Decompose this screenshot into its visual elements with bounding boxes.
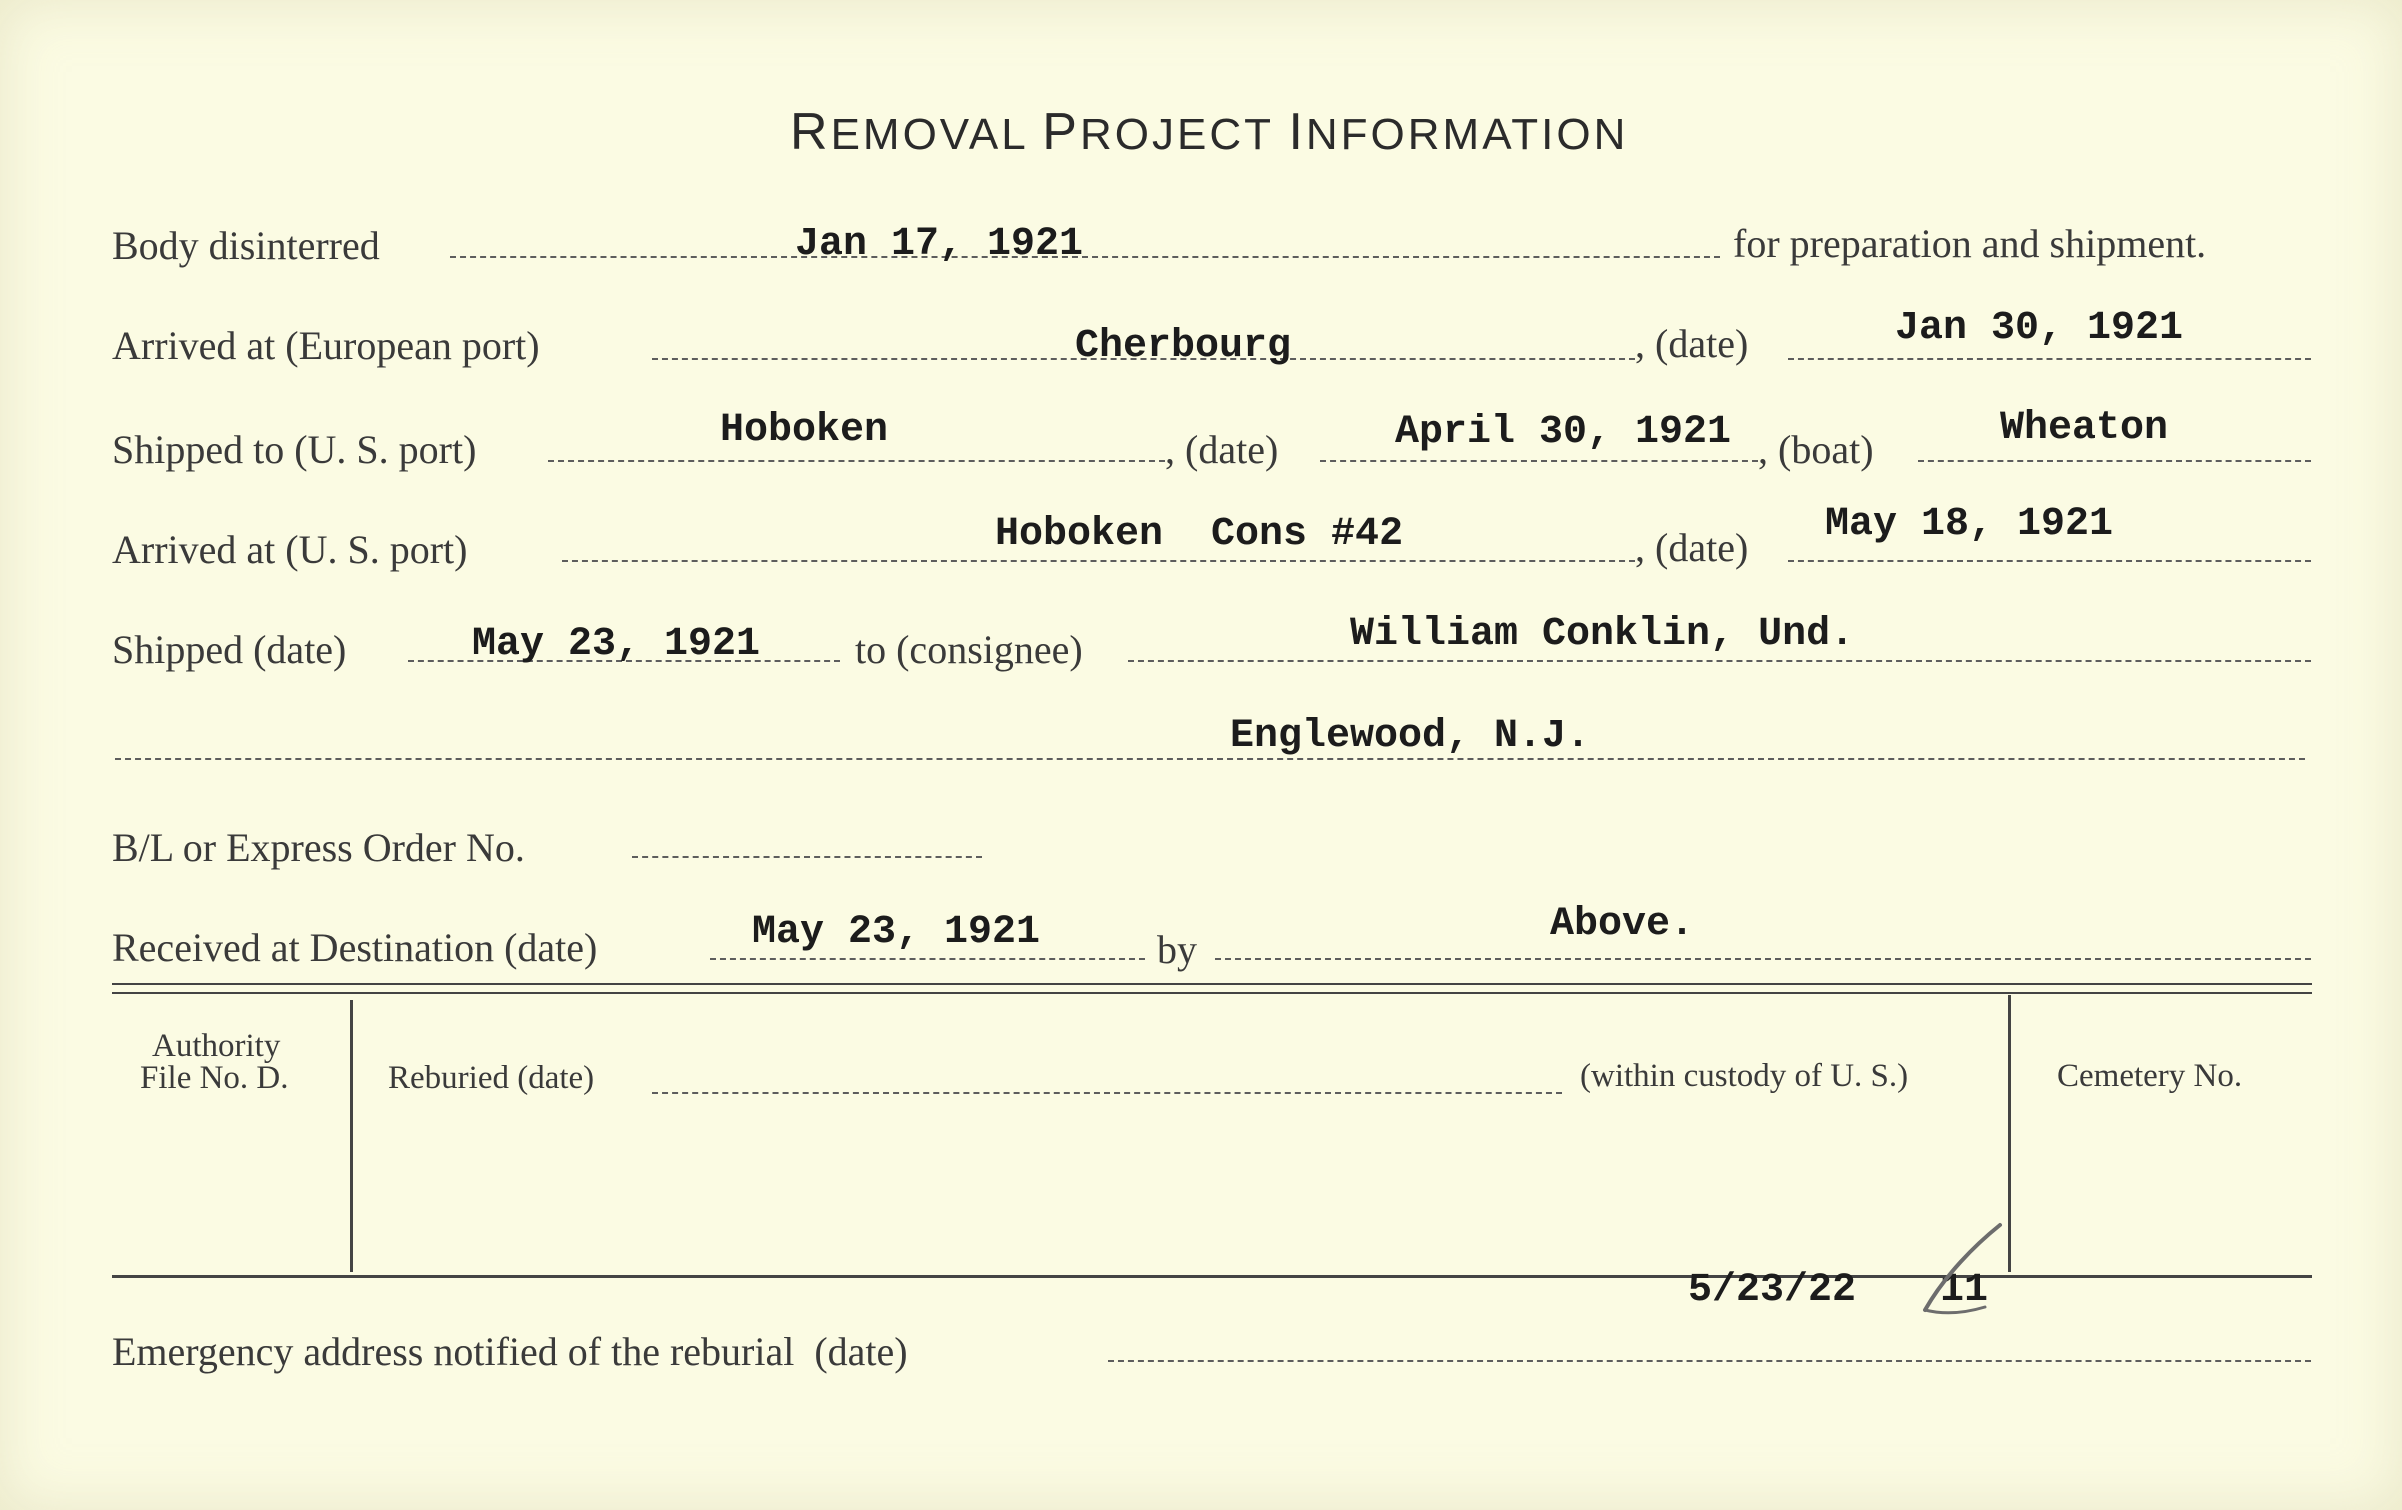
- consignee-value: William Conklin, Und.: [1350, 612, 1855, 657]
- arrived-us-date-line: [1788, 560, 2311, 562]
- consignee-label: to (consignee): [855, 627, 1083, 672]
- emergency-address-label: Emergency address notified of the reburial (date): [112, 1329, 908, 1374]
- european-port-label: Arrived at (European port): [112, 323, 540, 368]
- shipped-to-us-port-label: Shipped to (U. S. port): [112, 427, 477, 472]
- arrived-us-port-label: Arrived at (U. S. port): [112, 527, 468, 572]
- european-port-date-value: Jan 30, 1921: [1895, 306, 2184, 351]
- body-disinterred-line: [450, 256, 1720, 258]
- handwritten-mark: [1905, 1215, 2015, 1325]
- received-by-value: Above.: [1550, 902, 1695, 947]
- bl-express-order-label: B/L or Express Order No.: [112, 825, 525, 870]
- boat-label: , (boat): [1758, 427, 1874, 472]
- title-word-project: ROJECT: [1079, 110, 1274, 159]
- stamp-number: 11: [1940, 1268, 1989, 1313]
- received-by-line: [1215, 958, 2311, 960]
- shipped-date-label: Shipped (date): [112, 627, 347, 672]
- arrived-us-date-value: May 18, 1921: [1825, 502, 2114, 547]
- shipped-to-date-value: April 30, 1921: [1395, 410, 1732, 455]
- stamp-date: 5/23/22: [1688, 1268, 1857, 1313]
- authority-label-2: File No. D.: [140, 1060, 289, 1096]
- european-port-value: Cherbourg: [1075, 324, 1292, 369]
- title-initial-r: R: [790, 103, 831, 161]
- consignee-line: [1128, 660, 2311, 662]
- arrived-us-port-line: [562, 560, 1635, 562]
- european-port-date-label: , (date): [1635, 321, 1749, 366]
- table-top-rule: [112, 983, 2312, 985]
- title-word-information: NFORMATION: [1305, 110, 1629, 159]
- shipped-date-value: May 23, 1921: [472, 622, 761, 667]
- arrived-us-date-label: , (date): [1635, 525, 1749, 570]
- title-word-removal: EMOVAL: [830, 110, 1028, 159]
- reburied-line: [652, 1092, 1562, 1094]
- title-initial-p: P: [1042, 103, 1080, 161]
- shipped-to-us-port-value: Hoboken: [720, 408, 889, 453]
- shipped-to-date-label: , (date): [1165, 427, 1279, 472]
- reburied-label: Reburied (date): [388, 1060, 595, 1096]
- received-by-label: by: [1157, 927, 1197, 972]
- shipped-to-us-port-line: [548, 460, 1165, 462]
- card-title: [790, 102, 1628, 162]
- received-destination-label: Received at Destination (date): [112, 925, 598, 970]
- bl-express-order-line: [632, 856, 982, 858]
- emergency-address-line: [1108, 1360, 2311, 1362]
- table-divider-left: [350, 1000, 353, 1272]
- table-top-rule-2: [112, 992, 2312, 994]
- cemetery-no-label: Cemetery No.: [2057, 1058, 2243, 1094]
- preparation-shipment-text: for preparation and shipment.: [1733, 221, 2207, 266]
- custody-label: (within custody of U. S.): [1580, 1058, 1909, 1094]
- received-destination-value: May 23, 1921: [752, 910, 1041, 955]
- consignee-address-line: [115, 758, 2305, 760]
- boat-line: [1918, 460, 2311, 462]
- european-port-date-line: [1788, 358, 2311, 360]
- body-disinterred-value: Jan 17, 1921: [795, 222, 1084, 267]
- arrived-us-port-value: Hoboken Cons #42: [995, 512, 1404, 557]
- shipped-to-date-line: [1320, 460, 1758, 462]
- boat-value: Wheaton: [2000, 406, 2169, 451]
- title-initial-i: I: [1288, 103, 1306, 161]
- body-disinterred-label: Body disinterred: [112, 223, 380, 268]
- received-destination-line: [710, 958, 1145, 960]
- authority-label-1: Authority: [152, 1028, 281, 1064]
- consignee-address-value: Englewood, N.J.: [1230, 714, 1591, 759]
